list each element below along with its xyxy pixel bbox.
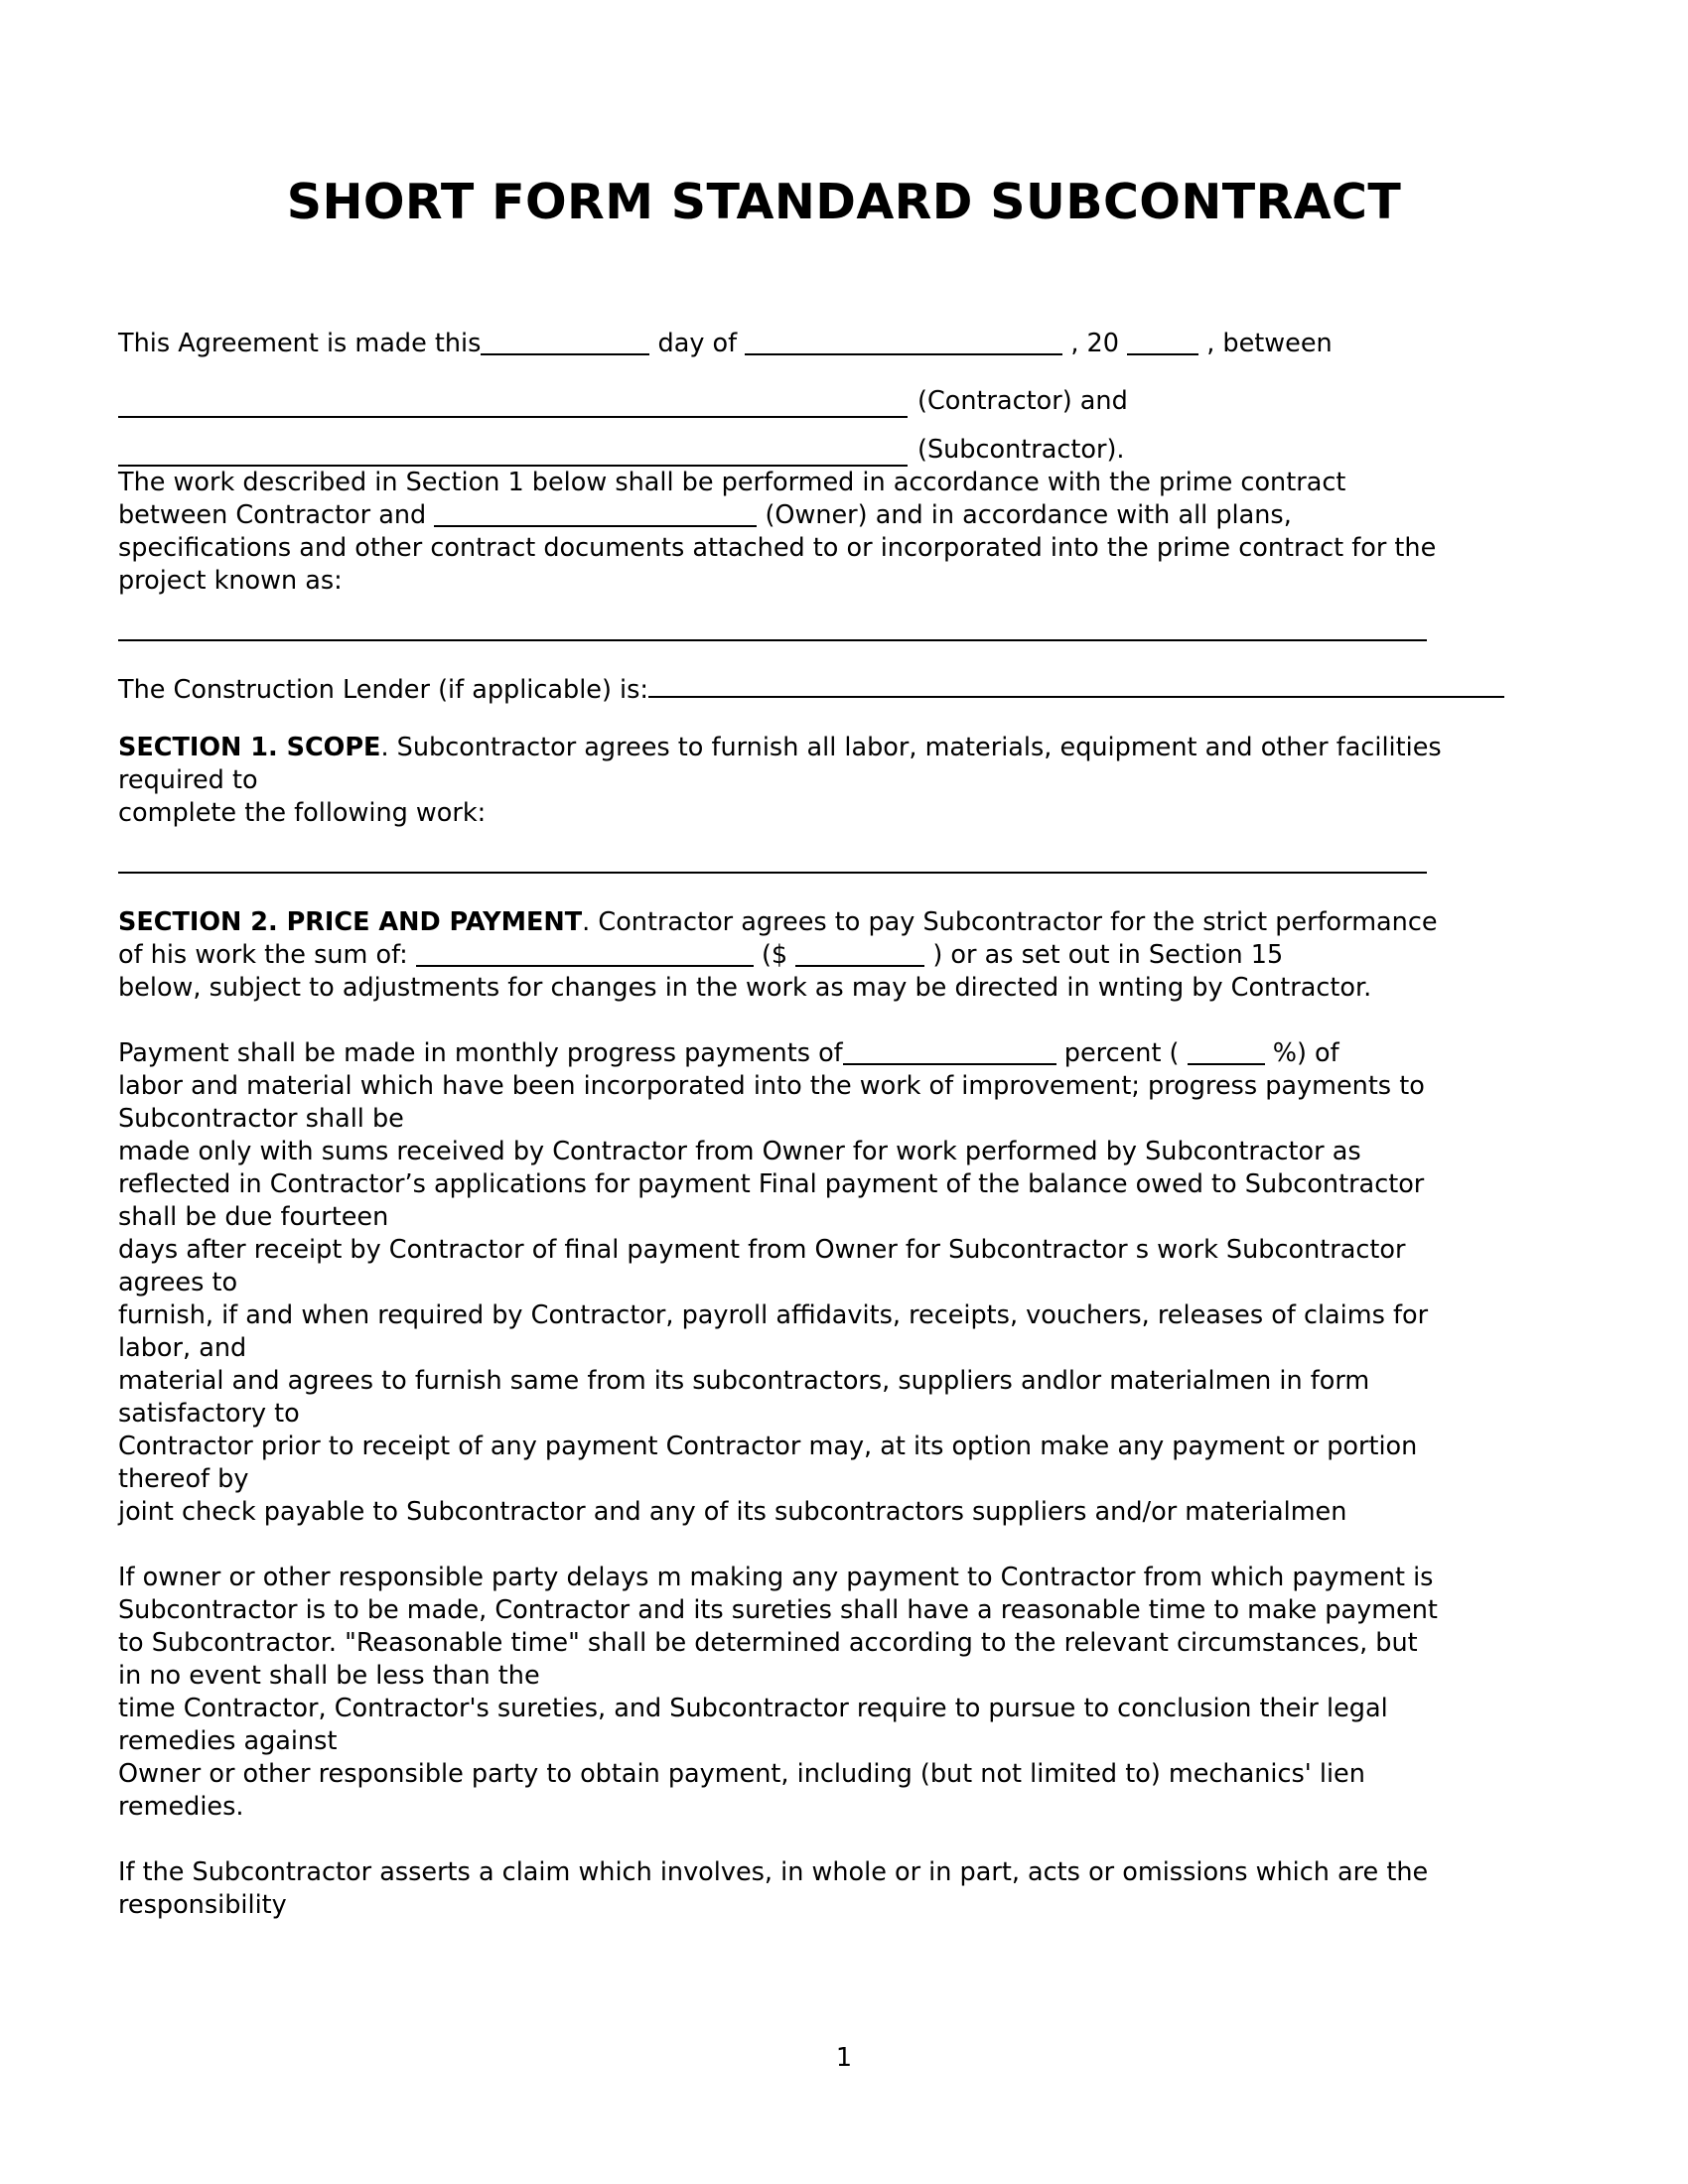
owner-suffix-text: (Owner) and in accordance with all plans,	[757, 500, 1292, 530]
subcontractor-name-line	[118, 434, 1548, 467]
work-description-line-4: project known as:	[118, 566, 343, 596]
payment-intro-text: Payment shall be made in monthly progress payments of	[118, 1038, 843, 1068]
spacer	[118, 641, 1548, 674]
contractor-blank[interactable]	[118, 394, 908, 418]
between-text: , between	[1198, 329, 1333, 358]
delay-para-line-6: remedies against	[118, 1726, 338, 1756]
agreement-date-line	[118, 328, 1548, 360]
payment-para-line-13: Contractor prior to receipt of any payment Contractor may, at its option make any payment or portion	[118, 1432, 1418, 1461]
spacer	[118, 830, 1548, 872]
spacer	[118, 598, 1548, 639]
month-blank[interactable]	[745, 334, 1062, 355]
work-description-line-3: specifications and other contract documents attached to or incorporated into the prime contract for the	[118, 533, 1437, 563]
percent-words-blank[interactable]	[843, 1043, 1056, 1065]
section-2-line-3: below, subject to adjustments for changes in the work as may be directed in wnting by Contractor.	[118, 973, 1372, 1003]
section-1-line-2: required to	[118, 765, 258, 795]
payment-para-line-2: labor and material which have been incorporated into the work of improvement; progress payments to	[118, 1071, 1425, 1101]
owner-blank[interactable]	[434, 505, 757, 527]
payment-para-line-12: satisfactory to	[118, 1399, 300, 1429]
delay-para-line-8: remedies.	[118, 1792, 244, 1822]
payment-para-line-11: material and agrees to furnish same from its subcontractors, suppliers andlor materialmen in form	[118, 1366, 1370, 1396]
sum-amount-blank[interactable]	[795, 945, 924, 967]
spacer	[118, 360, 1548, 385]
spacer	[118, 1824, 1548, 1856]
section-2-text: . Contractor agrees to pay Subcontractor for the strict performance	[582, 907, 1438, 937]
construction-lender-line	[118, 674, 1548, 707]
payment-para-line-1	[118, 1037, 1548, 1070]
spacer	[118, 1005, 1548, 1037]
section-1-line-3: complete the following work:	[118, 798, 487, 828]
subcontractor-label: (Subcontractor).	[917, 435, 1125, 465]
year-blank[interactable]	[1127, 334, 1198, 355]
claim-para-line-1: If the Subcontractor asserts a claim which involves, in whole or in part, acts or omissions which are the	[118, 1857, 1429, 1887]
delay-para-line-7: Owner or other responsible party to obtain payment, including (but not limited to) mechanics' lien	[118, 1759, 1365, 1789]
percent-number-blank[interactable]	[1188, 1043, 1265, 1065]
spacer	[118, 874, 1548, 906]
agreement-intro-text: This Agreement is made this	[118, 329, 482, 358]
payment-para-line-5: reflected in Contractor’s applications for payment Final payment of the balance owed to Subcontractor	[118, 1169, 1425, 1199]
payment-para-line-15: joint check payable to Subcontractor and any of its subcontractors suppliers and/or materialmen	[118, 1497, 1347, 1527]
payment-para-line-9: furnish, if and when required by Contractor, payroll affidavits, receipts, vouchers, releases of claims for	[118, 1300, 1429, 1330]
delay-para-line-4: in no event shall be less than the	[118, 1661, 540, 1691]
section-1-text: . Subcontractor agrees to furnish all labor, materials, equipment and other facilities	[380, 733, 1442, 762]
delay-para-line-3: to Subcontractor. "Reasonable time" shall be determined according to the relevant circumstances, but	[118, 1628, 1418, 1658]
construction-lender-label: The Construction Lender (if applicable) is:	[118, 675, 648, 705]
payment-para-line-10: labor, and	[118, 1333, 247, 1363]
section-2-line-2	[118, 939, 1548, 972]
sum-suffix-text: ) or as set out in Section 15	[924, 940, 1284, 970]
claim-para-line-2: responsibility	[118, 1890, 287, 1920]
contractor-label: (Contractor) and	[917, 386, 1128, 416]
sum-words-blank[interactable]	[416, 945, 754, 967]
payment-para-line-14: thereof by	[118, 1464, 249, 1494]
spacer	[118, 418, 1548, 434]
payment-para-line-6: shall be due fourteen	[118, 1202, 389, 1232]
year-prefix-text: , 20	[1062, 329, 1128, 358]
contractor-name-line	[118, 385, 1548, 418]
delay-para-line-1: If owner or other responsible party delays m making any payment to Contractor from which payment is	[118, 1563, 1434, 1592]
day-of-text: day of	[649, 329, 746, 358]
spacer	[118, 707, 1548, 732]
page-title: SHORT FORM STANDARD SUBCONTRACT	[286, 174, 1402, 230]
document-body	[118, 328, 1548, 1922]
day-blank[interactable]	[481, 334, 649, 355]
subcontractor-blank[interactable]	[118, 443, 908, 467]
sum-of-text: of his work the sum of:	[118, 940, 416, 970]
section-2-heading: SECTION 2. PRICE AND PAYMENT	[118, 907, 583, 937]
delay-para-line-2: Subcontractor is to be made, Contractor and its sureties shall have a reasonable time to make payment	[118, 1595, 1438, 1625]
page-number: 1	[835, 2043, 853, 2073]
work-description-line-1: The work described in Section 1 below shall be performed in accordance with the prime contract	[118, 468, 1346, 497]
payment-para-line-3: Subcontractor shall be	[118, 1104, 404, 1134]
section-1-line-1	[118, 732, 1548, 764]
between-contractor-text: between Contractor and	[118, 500, 435, 530]
spacer	[118, 1529, 1548, 1562]
dollar-prefix-text: ($	[753, 940, 796, 970]
section-2-line-1	[118, 906, 1548, 939]
delay-para-line-5: time Contractor, Contractor's sureties, and Subcontractor require to pursue to conclusion their legal	[118, 1694, 1388, 1723]
payment-para-line-4: made only with sums received by Contractor from Owner for work performed by Subcontractor as	[118, 1137, 1361, 1166]
construction-lender-blank[interactable]	[648, 676, 1504, 698]
payment-para-line-7: days after receipt by Contractor of final payment from Owner for Subcontractor s work Subcontractor	[118, 1235, 1406, 1265]
work-description-line-2	[118, 499, 1548, 532]
percent-suffix-text: %) of	[1264, 1038, 1339, 1068]
percent-text: percent (	[1055, 1038, 1188, 1068]
payment-para-line-8: agrees to	[118, 1268, 238, 1297]
section-1-heading: SECTION 1. SCOPE	[118, 733, 381, 762]
